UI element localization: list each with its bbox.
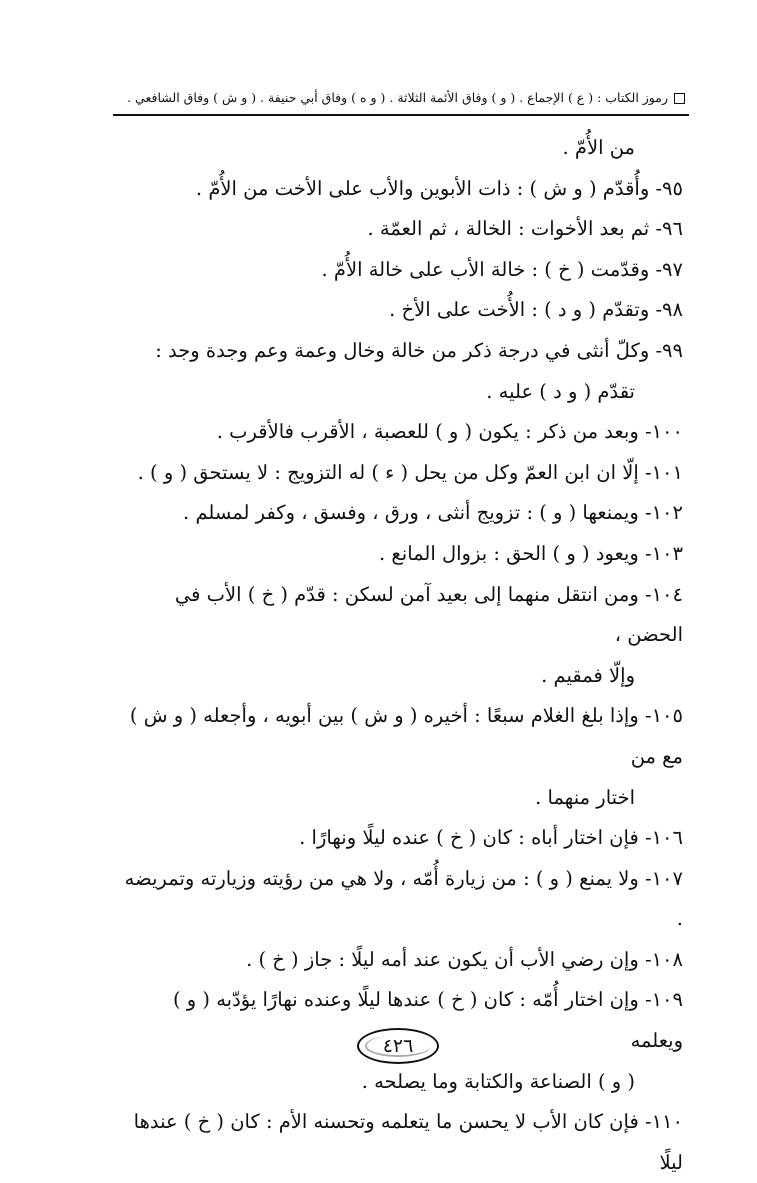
page-number: ٤٢٦: [382, 1035, 414, 1057]
text-line: ٩٨- وتقدّم ( و د ) : الأُخت على الأخ .: [389, 298, 683, 322]
text-line: ١٠٥- وإذا بلغ الغلام سبعًا : أخيره ( و ش ) بين أبويه ، وأجعله ( و ش ) مع من: [129, 704, 683, 768]
text-line: ١٠٣- ويعود ( و ) الحق : بزوال المانع .: [379, 541, 683, 565]
main-text: [118, 128, 683, 1183]
running-header: [115, 86, 685, 110]
text-line: ١٠٠- وبعد من ذكر : يكون ( و ) للعصبة ، الأقرب فالأقرب .: [216, 420, 683, 444]
text-line: ٩٦- ثم بعد الأخوات : الخالة ، ثم العمّة .: [367, 217, 683, 241]
text-line: ١٠٢- ويمنعها ( و ) : تزويج أنثى ، ورق ، وفسق ، وكفر لمسلم .: [183, 501, 683, 525]
text-line: ١٠٤- ومن انتقل منهما إلى بعيد آمن لسكن : قدّم ( خ ) الأب في الحضن ،: [174, 582, 683, 647]
text-line: وإلّا فمقيم .: [541, 663, 635, 687]
text-line: ٩٧- وقدّمت ( خ ) : خالة الأب على خالة الأُمّ .: [321, 257, 683, 281]
text-line: ٩٥- وأُقدّم ( و ش ) : ذات الأبوين والأب على الأخت من الأُمّ .: [195, 176, 683, 200]
text-line: ١٠٩- وإن اختار أُمّه : كان ( خ ) عندها ليلًا وعنده نهارًا يؤدّبه ( و ) ويعلمه: [172, 988, 683, 1053]
text-line: ١٠٧- ولا يمنع ( و ) : من زيارة أُمّه ، ولا هي من رؤيته وزيارته وتمريضه .: [124, 866, 683, 931]
header-text: رموز الكتاب : ( ع ) الإجماع . ( و ) وفاق الأئمة الثلاثة . ( و ه ) وفاق أبي حنيفة . ( و ش ) وفاق الشافعي .: [127, 90, 668, 105]
text-line: اختار منهما .: [535, 785, 635, 809]
square-bullet-icon: [674, 93, 685, 104]
text-line: من الأُمّ .: [562, 136, 635, 159]
text-line: ٩٩- وكلّ أنثى في درجة ذكر من خالة وخال وعمة وعم وجدة وجد :: [155, 338, 683, 362]
header-rule: [113, 114, 689, 116]
page-number-badge: [357, 1028, 439, 1064]
text-line: ١٠١- إلّا ان ابن العمّ وكل من يحل ( ء ) له التزويج : لا يستحق ( و ) .: [137, 460, 683, 484]
text-line: ١١٠- فإن كان الأب لا يحسن ما يتعلمه وتحسنه الأم : كان ( خ ) عندها ليلًا: [133, 1110, 683, 1174]
text-line: ( و ) الصناعة والكتابة وما يصلحه .: [361, 1069, 635, 1093]
text-line: ١٠٨- وإن رضي الأب أن يكون عند أمه ليلًا : جاز ( خ ) .: [246, 947, 683, 971]
text-line: ١٠٦- فإن اختار أباه : كان ( خ ) عنده ليلًا ونهارًا .: [299, 826, 683, 850]
text-line: تقدّم ( و د ) عليه .: [486, 379, 635, 403]
